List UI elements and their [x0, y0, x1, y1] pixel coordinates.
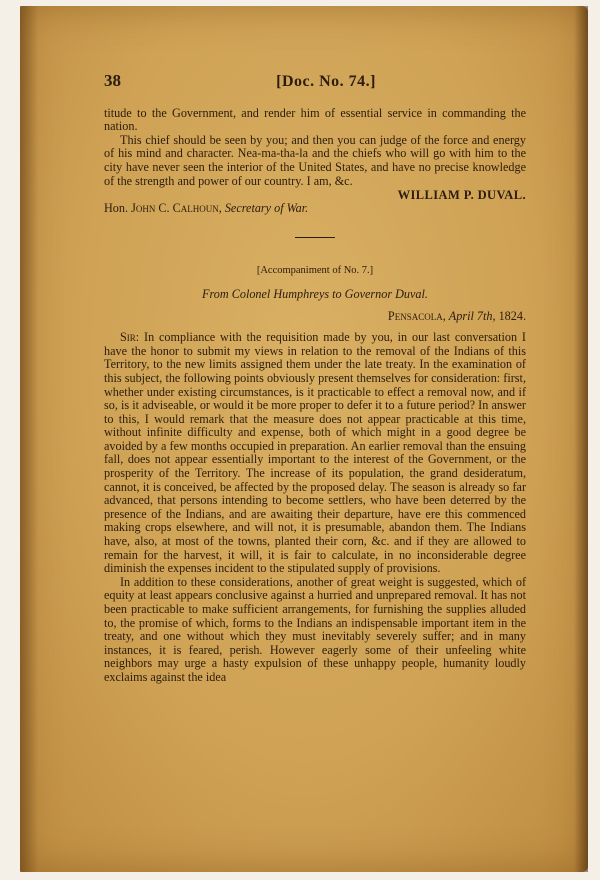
- salutation: Sir:: [120, 330, 140, 345]
- letter1-paragraph: This chief should be seen by you; and then you can judge of the force and energy of his mind and character. Nea-ma-tha-la and the chiefs who will go with him to the city have never seen the interior of the United States, and have no precise knowledge of the strength and power of our country. I am, &c.: [104, 132, 526, 188]
- letter2-paragraph1-text: In compliance with the requisition made by you, in our last conversation I have the honor to submit my views in relation to the removal of the Indians of this Territory, to the new limits assigned them under the late treaty. In the examination of this subject, the following points obviously present themselves for consideration: first, whether under existing circumstances, is it practicable to effect a removal now, and if so, is it adviseable, or would it be more proper to defer it to a future period? In answer to this, I would remark that the measure does not appear practicable at this time, without infinite difficulty and expense, both of which might in a good degree be avoided by a few months occupied in preparation. An earlier removal than the ensuing fall, does not appear essentially important to the interest of the Government, or the prosperity of the Territory. The increase of its population, the grand desideratum, cannot, it is conceived, be affected by the proposed delay. The season is already so far advanced, that persons intending to become settlers, who have been deterred by the presence of the Indians, and are awaiting their departure, have ere this commenced making crops elsewhere, and will not, it is presumable, abandon them. The Indians have, also, at most of the towns, planted their corn, &c. and if they are allowed to remain for the harvest, it will, it is fair to calculate, in no inconsiderable degree diminish the expenses incident to the stipulated supply of provisions.: [104, 330, 526, 576]
- addressee-title: Secretary of War.: [224, 200, 309, 215]
- page-edge-shadow: [574, 6, 588, 872]
- section-divider: [295, 237, 335, 238]
- letter2-dateline: [104, 310, 526, 324]
- accompaniment-note: [Accompaniment of No. 7.]: [256, 265, 374, 277]
- letter2-paragraph1: [104, 331, 526, 576]
- addressee-name: John C. Calhoun,: [131, 200, 222, 215]
- dateline-place: Pensacola,: [387, 308, 446, 323]
- page-number: 38: [104, 71, 121, 90]
- letter2-paragraph2: In addition to these considerations, another of great weight is suggested, which of equity at least appears conclusive against a hurried and unprepared removal. It has not been practicable to make sufficient arrangements, for furnishing the supplies alluded to, the promise of which, forms to the Indians an indispensable important item in the treaty, and one without which they must inevitably severely suffer; and in many instances, it is feared, perish. However eagerly some of their unfeeling white neighbors may urge a hasty expulsion of these unhappy people, humanity loudly exclaims against the idea: [104, 574, 526, 684]
- letter1-addressee: [104, 202, 526, 216]
- dateline-date: April 7th,: [448, 308, 496, 323]
- letter2-from-line: From Colonel Humphreys to Governor Duval.: [202, 286, 428, 301]
- document-reference: [Doc. No. 74.]: [276, 73, 376, 90]
- dateline-year: 1824.: [498, 308, 526, 323]
- addressee-prefix: Hon.: [104, 200, 129, 215]
- page-text: [104, 71, 526, 685]
- letter1-signature: WILLIAM P. DUVAL.: [397, 188, 526, 203]
- letter1-continuation: titude to the Government, and render him of essential service in commanding the nation.: [104, 105, 526, 134]
- page-gutter-shadow: [20, 6, 38, 872]
- page-header: [104, 71, 526, 90]
